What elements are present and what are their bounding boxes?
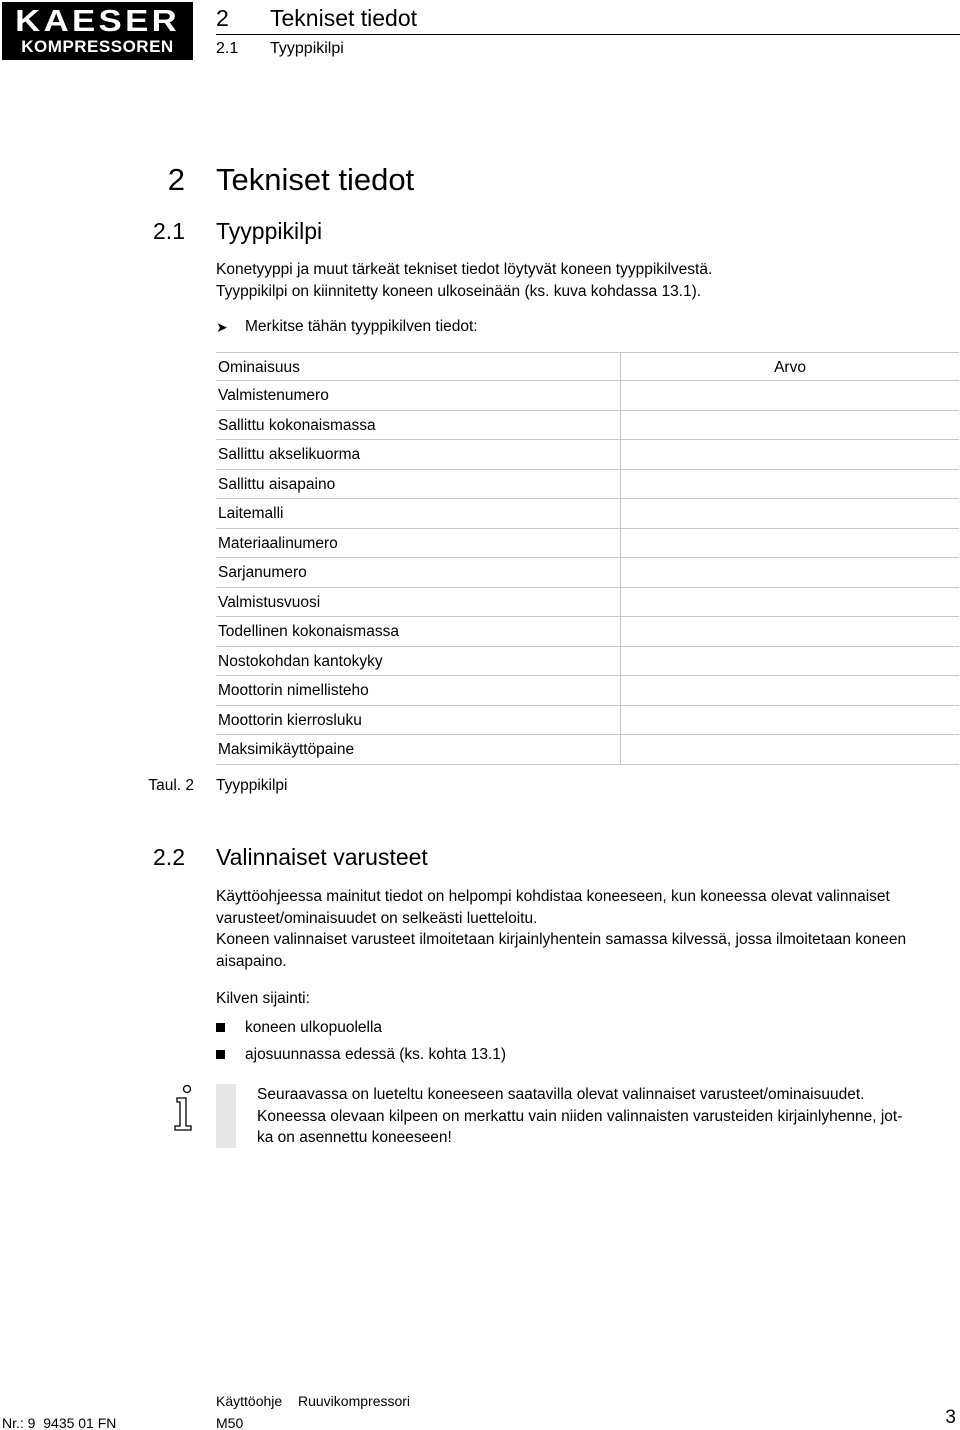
table-row: [216, 617, 959, 647]
value-cell[interactable]: [620, 529, 959, 558]
value-cell[interactable]: [620, 735, 959, 764]
section-2-number: 2: [167, 162, 185, 197]
options-p1-line-1: Käyttöohjeessa mainitut tiedot on helpompi kohdistaa koneeseen, kun koneessa olevat valinnaiset: [216, 888, 890, 905]
intro-line-2: Tyyppikilpi on kiinnitetty koneen ulkoseinään (ks. kuva kohdassa 13.1).: [216, 282, 702, 300]
options-paragraph-2: [216, 929, 958, 972]
table-row: [216, 381, 959, 411]
note-marker-bar: [216, 1084, 236, 1148]
arrow-bullet-icon: ➤: [216, 319, 228, 335]
header-chapter-title: Tekniset tiedot: [270, 5, 418, 31]
instruction-text: Merkitse tähän tyyppikilven tiedot:: [245, 318, 478, 335]
value-cell[interactable]: [620, 499, 959, 528]
table-row: [216, 411, 959, 441]
property-cell: Valmistenumero: [218, 387, 329, 404]
options-p2-line-1: Koneen valinnaiset varusteet ilmoitetaan kirjainlyhentein samassa kilvessä, jossa ilmoitetaan koneen: [216, 931, 907, 948]
table-row: [216, 588, 959, 618]
header-chapter-number: 2: [216, 5, 229, 31]
value-cell[interactable]: [620, 676, 959, 705]
value-cell[interactable]: [620, 588, 959, 617]
footer-product: Ruuvikompressori: [298, 1393, 411, 1409]
plate-location-label: Kilven sijainti:: [216, 990, 310, 1007]
table-row: [216, 558, 959, 588]
section-2-1-title: Tyyppikilpi: [216, 218, 323, 244]
value-cell[interactable]: [620, 440, 959, 469]
property-cell: Moottorin nimellisteho: [218, 682, 369, 699]
list-item-text: ajosuunnassa edessä (ks. kohta 13.1): [245, 1045, 507, 1063]
intro-paragraph: [216, 259, 958, 302]
section-2-1-number: 2.1: [153, 218, 185, 244]
intro-line-1: Konetyyppi ja muut tärkeät tekniset tiedot löytyvät koneen tyyppikilvestä.: [216, 261, 713, 278]
options-p2-line-2: aisapaino.: [216, 952, 287, 970]
table-row: [216, 647, 959, 677]
table-row: [216, 529, 959, 559]
property-cell: Maksimikäyttöpaine: [218, 741, 355, 758]
header-divider: [216, 34, 960, 35]
column-header-value: Arvo: [620, 353, 959, 380]
table-caption-text: Tyyppikilpi: [216, 777, 288, 794]
table-header-row: [216, 352, 959, 381]
property-cell: Laitemalli: [218, 505, 284, 522]
table-row: [216, 470, 959, 500]
square-bullet-icon: [216, 1050, 225, 1059]
table-row: [216, 499, 959, 529]
table-row: [216, 735, 959, 765]
note-text: [257, 1084, 957, 1149]
list-item: [216, 1014, 958, 1041]
value-cell[interactable]: [620, 706, 959, 735]
note-line-3: ka on asennettu koneeseen!: [257, 1129, 452, 1146]
property-cell: Moottorin kierrosluku: [218, 711, 362, 729]
options-p1-line-2: varusteet/ominaisuudet on selkeästi luetteloitu.: [216, 909, 538, 927]
value-cell[interactable]: [620, 411, 959, 440]
property-cell: Sallittu akselikuorma: [218, 446, 361, 463]
kaeser-logo: [2, 2, 193, 60]
value-cell[interactable]: [620, 470, 959, 499]
property-cell: Valmistusvuosi: [218, 593, 321, 611]
property-cell: Sarjanumero: [218, 564, 307, 581]
page-number: 3: [945, 1407, 956, 1428]
column-header-property: Ominaisuus: [218, 359, 300, 376]
plate-location-list: [216, 1014, 958, 1068]
list-item-text: koneen ulkopuolella: [245, 1018, 383, 1036]
table-row: [216, 440, 959, 470]
section-2-2-number: 2.2: [153, 844, 185, 870]
table-row: [216, 706, 959, 736]
value-cell[interactable]: [620, 558, 959, 587]
header-section-title: Tyyppikilpi: [270, 40, 344, 57]
property-cell: Materiaalinumero: [218, 534, 338, 552]
note-line-1: Seuraavassa on lueteltu koneeseen saatavilla olevat valinnaiset varusteet/ominaisuudet.: [257, 1086, 865, 1103]
property-cell: Todellinen kokonaismassa: [218, 623, 399, 640]
property-cell: Sallittu kokonaismassa: [218, 416, 376, 434]
footer-model: M50: [216, 1415, 244, 1430]
header-section-number: 2.1: [216, 40, 239, 57]
logo-wordmark: KAESER: [15, 3, 180, 38]
property-cell: Sallittu aisapaino: [218, 475, 336, 493]
property-cell: Nostokohdan kantokyky: [218, 652, 383, 670]
section-2-title: Tekniset tiedot: [216, 162, 415, 197]
logo-subtitle: KOMPRESSOREN: [21, 37, 174, 56]
footer-doc-type: Käyttöohje: [216, 1393, 283, 1409]
options-paragraph-1: [216, 886, 958, 929]
list-item: [216, 1041, 958, 1068]
section-2-2-title: Valinnaiset varusteet: [216, 844, 428, 870]
info-icon: [170, 1084, 196, 1132]
type-plate-table: [216, 352, 959, 765]
value-cell[interactable]: [620, 381, 959, 410]
square-bullet-icon: [216, 1023, 225, 1032]
value-cell[interactable]: [620, 647, 959, 676]
note-line-2: Koneessa olevaan kilpeen on merkattu vain niiden valinnaisten varusteiden kirjainlyhenne, jot-: [257, 1107, 903, 1125]
value-cell[interactable]: [620, 617, 959, 646]
table-caption-label: Taul. 2: [148, 777, 194, 794]
table-row: [216, 676, 959, 706]
footer-doc-number: Nr.: 9_9435 01 FN: [2, 1415, 117, 1430]
